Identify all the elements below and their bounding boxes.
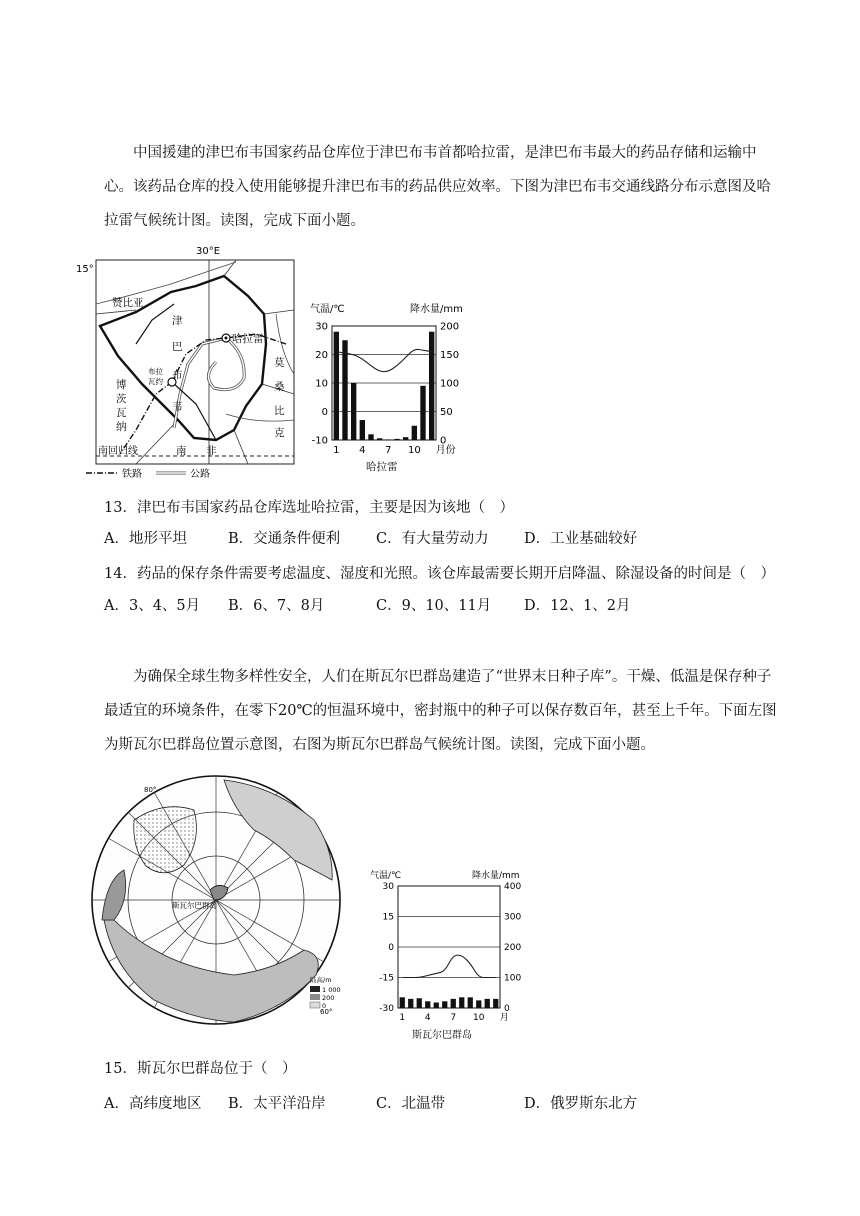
harare-x-tick: 10: [407, 445, 421, 456]
question-15-stem: 15．斯瓦尔巴群岛位于（ ）: [104, 1061, 297, 1077]
label-zim-1: 津: [172, 315, 183, 327]
legend-swatch-2: [310, 994, 320, 1000]
harare-x-tick: 4: [359, 445, 366, 456]
svalbard-precip-tick: 0: [504, 1004, 510, 1014]
harare-precip-bar: [351, 383, 356, 440]
label-botswana-2: 茨: [116, 393, 127, 405]
svalbard-temp-tick: 30: [382, 882, 394, 892]
svalbard-precip-bar: [468, 997, 473, 1008]
passage-1-line-2: 心。该药品仓库的投入使用能够提升津巴布韦的药品供应效率。下图为津巴布韦交通线路分布示意图及哈: [104, 179, 771, 195]
q13-option-a[interactable]: A．地形平坦: [104, 531, 187, 547]
passage-2-line-3: 为斯瓦尔巴群岛位置示意图，右图为斯瓦尔巴群岛气候统计图。读图，完成下面小题。: [104, 737, 655, 753]
harare-temp-tick: 0: [321, 406, 328, 418]
arctic-location-map: [84, 770, 354, 1032]
svalbard-precip-tick: 100: [504, 973, 522, 984]
q13-option-c[interactable]: C．有大量劳动力: [376, 531, 489, 547]
legend-label-2: 200: [322, 994, 335, 1002]
harare-dot: [225, 337, 228, 340]
harare-precip-tick: 150: [440, 349, 460, 361]
legend-swatch-1: [310, 986, 320, 992]
label-svalbard: 斯瓦尔巴群岛: [172, 901, 217, 910]
svalbard-ylabel-right: 降水量/mm: [472, 871, 520, 881]
q14-option-a[interactable]: A．3、4、5月: [104, 598, 201, 614]
harare-precip-tick: 200: [440, 321, 460, 333]
svalbard-precip-bar: [476, 1000, 481, 1008]
label-zim-3: 布: [172, 369, 183, 381]
harare-temp-tick: 30: [315, 321, 328, 333]
harare-precip-bar: [386, 439, 391, 440]
harare-temp-tick: 20: [315, 349, 328, 361]
label-bulawayo-1: 布拉: [148, 367, 163, 376]
svalbard-x-label: 月: [499, 1013, 509, 1023]
svalbard-x-tick: 10: [473, 1013, 485, 1023]
harare-precip-tick: 50: [440, 406, 453, 418]
label-moz-3: 比: [274, 405, 285, 417]
svalbard-precip-bar: [493, 999, 498, 1008]
passage-1-line-1: 中国援建的津巴布韦国家药品仓库位于津巴布韦首都哈拉雷，是津巴布韦最大的药品存储和运输中: [133, 145, 757, 161]
label-harare: 哈拉雷: [232, 333, 264, 345]
svalbard-caption: 斯瓦尔巴群岛: [412, 1030, 472, 1041]
harare-x-tick: 1: [333, 445, 340, 456]
q13-option-b[interactable]: B．交通条件便利: [228, 531, 341, 547]
label-moz-1: 莫: [274, 357, 285, 369]
label-botswana-1: 博: [116, 379, 127, 391]
railway-2: [120, 382, 172, 454]
label-zim-2: 巴: [172, 341, 183, 353]
harare-precip-bar: [403, 437, 408, 440]
q13-option-d[interactable]: D．工业基础较好: [524, 531, 638, 547]
svalbard-temp-tick: -30: [379, 1004, 394, 1014]
harare-precip-bar: [360, 420, 365, 440]
harare-x-label: 月份: [435, 445, 456, 456]
q14-option-c[interactable]: C．9、10、11月: [376, 598, 492, 614]
harare-temp-tick: -10: [311, 435, 328, 447]
label-moz-4: 克: [274, 427, 285, 439]
harare-ylabel-left: 气温/℃: [310, 304, 345, 315]
label-tropic: 南回归线: [98, 446, 138, 457]
svalbard-precip-bar: [417, 998, 422, 1008]
harare-precip-bar: [412, 426, 417, 440]
svalbard-ylabel-left: 气温/℃: [370, 871, 402, 881]
svalbard-temp-line: [402, 955, 496, 977]
map1-lat-label: 15°: [76, 264, 94, 275]
harare-temp-tick: 10: [315, 378, 328, 390]
degree-label-a: 80°: [144, 786, 157, 794]
svalbard-temp-tick: -15: [379, 973, 394, 984]
harare-precip-bar: [429, 332, 434, 440]
legend-road-label: 公路: [190, 469, 210, 480]
question-14-stem: 14．药品的保存条件需要考虑温度、湿度和光照。该仓库最需要长期开启降温、除湿设备的时间是（ ）: [104, 566, 775, 582]
q15-option-d[interactable]: D．俄罗斯东北方: [524, 1096, 638, 1112]
elevation-legend-title: 陆高/m: [310, 976, 332, 984]
svalbard-precip-bar: [451, 999, 456, 1008]
label-bulawayo-2: 瓦约: [148, 377, 163, 386]
harare-precip-bar: [420, 386, 425, 440]
harare-precip-tick: 0: [440, 435, 447, 447]
q14-option-b[interactable]: B．6、7、8月: [228, 598, 325, 614]
q15-option-a[interactable]: A．高纬度地区: [104, 1096, 202, 1112]
label-botswana-3: 瓦: [116, 407, 127, 419]
svalbard-precip-bar: [400, 997, 405, 1008]
svalbard-precip-tick: 300: [504, 912, 522, 923]
question-13-stem: 13．津巴布韦国家药品仓库选址哈拉雷，主要是因为该地（ ）: [104, 500, 514, 516]
passage-2-line-1: 为确保全球生物多样性安全，人们在斯瓦尔巴群岛建造了“世界末日种子库”。干燥、低温是保存种子: [133, 669, 772, 685]
harare-precip-bar: [334, 332, 339, 440]
legend-swatch-3: [310, 1002, 320, 1008]
harare-precip-bar: [394, 439, 399, 440]
harare-temp-line: [336, 349, 431, 371]
harare-precip-bar: [368, 434, 373, 440]
q15-option-b[interactable]: B．太平洋沿岸: [228, 1096, 326, 1112]
harare-precip-bar: [377, 438, 382, 440]
svalbard-temp-tick: 15: [382, 912, 394, 923]
svalbard-temp-tick: 0: [388, 943, 394, 953]
svalbard-precip-bar: [425, 1001, 430, 1008]
harare-climate-chart: [306, 298, 476, 474]
q14-option-d[interactable]: D．12、1、2月: [524, 598, 631, 614]
label-botswana-4: 纳: [116, 421, 127, 433]
svalbard-precip-bar: [442, 1001, 447, 1008]
legend-rail-label: 铁路: [122, 469, 142, 480]
label-zambia: 赞比亚: [112, 297, 144, 309]
label-sa-1: 南: [176, 445, 187, 457]
q15-option-c[interactable]: C．北温带: [376, 1096, 446, 1112]
map1-lon-label: 30°E: [196, 246, 221, 257]
svalbard-precip-tick: 400: [504, 882, 522, 892]
svalbard-precip-bar: [459, 997, 464, 1008]
passage-1-line-3: 拉雷气候统计图。读图，完成下面小题。: [104, 213, 365, 229]
svalbard-x-tick: 7: [450, 1013, 457, 1023]
label-moz-2: 桑: [274, 381, 285, 393]
svalbard-climate-chart: [366, 862, 534, 1044]
harare-precip-tick: 100: [440, 378, 460, 390]
harare-x-tick: 7: [385, 445, 392, 456]
highway-2-inner: [208, 338, 244, 390]
degree-label-b: 60°: [320, 1008, 333, 1016]
label-sa-2: 非: [206, 445, 217, 457]
svalbard-precip-bar: [434, 1003, 439, 1008]
harare-ylabel-right: 降水量/mm: [410, 304, 463, 315]
svalbard-precip-bar: [408, 999, 413, 1008]
harare-precip-bar: [342, 340, 347, 440]
zimbabwe-transport-map: [76, 244, 298, 480]
label-zim-4: 韦: [172, 401, 183, 413]
legend-label-1: 1 000: [322, 986, 341, 994]
svalbard-precip-bar: [485, 999, 490, 1008]
harare-caption: 哈拉雷: [366, 461, 398, 473]
svalbard-x-tick: 4: [424, 1013, 431, 1023]
svalbard-precip-tick: 200: [504, 943, 522, 953]
legend-label-3: 0: [322, 1002, 327, 1010]
svalbard-x-tick: 1: [399, 1013, 406, 1023]
passage-2-line-2: 最适宜的环境条件，在零下20℃的恒温环境中，密封瓶中的种子可以保存数百年，甚至上千年。下面左图: [104, 703, 777, 719]
